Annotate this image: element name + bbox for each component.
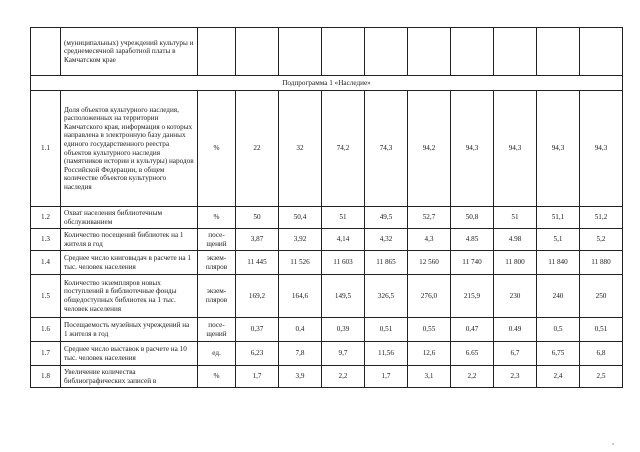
- row-value-cell: 3,92: [279, 229, 322, 251]
- row-value-cell: 50: [236, 207, 279, 229]
- row-value-cell: 3,87: [236, 229, 279, 251]
- table-row: [31, 229, 623, 251]
- row-unit-cell: %: [198, 91, 236, 207]
- row-name-cell: Доля объектов культурного наследия, расположенных на территории Камчатского края, информация о которых направлена в электронную базу данных единого государственного реестра объектов культурного наследия (памятников истории и культуры) народов Российской Федерации, в общем количестве объектов культурного наследия: [61, 91, 198, 207]
- row-name-cell: Увеличение количества библиографических записей в: [61, 366, 198, 388]
- row-value-cell: 1,7: [236, 366, 279, 388]
- table-row: [31, 251, 623, 275]
- row-value-cell: 0,47: [451, 318, 494, 342]
- row-name-cell: Среднее число книговыдач в расчете на 1 тыс. человек населения: [61, 251, 198, 275]
- row-value-cell: 6,7: [494, 342, 537, 366]
- row-value-cell: 0,37: [236, 318, 279, 342]
- row-value-cell: 215,9: [451, 275, 494, 318]
- row-value-cell: 11 800: [494, 251, 537, 275]
- row-value-cell: 11 526: [279, 251, 322, 275]
- row-value-cell: 7,8: [279, 342, 322, 366]
- row-unit-cell: экзем-пляров: [198, 275, 236, 318]
- row-value-cell: 94,3: [494, 91, 537, 207]
- row-value-cell: 6.65: [451, 342, 494, 366]
- scan-dot: [612, 443, 614, 445]
- table-row: [31, 318, 623, 342]
- row-value-cell: 0,55: [408, 318, 451, 342]
- empty-cell: [537, 28, 580, 76]
- empty-cell: [236, 28, 279, 76]
- row-value-cell: 2,5: [580, 366, 623, 388]
- row-value-cell: 11 880: [580, 251, 623, 275]
- row-value-cell: 94,3: [580, 91, 623, 207]
- row-value-cell: 4,14: [322, 229, 365, 251]
- row-value-cell: 11 603: [322, 251, 365, 275]
- row-value-cell: 51: [322, 207, 365, 229]
- row-value-cell: 240: [537, 275, 580, 318]
- empty-cell: [322, 28, 365, 76]
- row-value-cell: 6,8: [580, 342, 623, 366]
- empty-cell: [365, 28, 408, 76]
- row-value-cell: 50,4: [279, 207, 322, 229]
- row-name-cell: Посещаемость музейных учреждений на 1 жителя в год: [61, 318, 198, 342]
- row-value-cell: 169,2: [236, 275, 279, 318]
- row-unit-cell: ед.: [198, 342, 236, 366]
- row-value-cell: 0,5: [537, 318, 580, 342]
- indicators-table: [30, 27, 623, 388]
- row-index-cell: 1.6: [31, 318, 61, 342]
- row-name-cell: (муниципальных) учреждений культуры и среднемесячной заработной платы в Камчатском крае: [61, 28, 198, 76]
- empty-cell: [408, 28, 451, 76]
- row-value-cell: 51: [494, 207, 537, 229]
- row-value-cell: 12 560: [408, 251, 451, 275]
- row-value-cell: 149,5: [322, 275, 365, 318]
- row-value-cell: 9,7: [322, 342, 365, 366]
- row-value-cell: 3,1: [408, 366, 451, 388]
- row-name-cell: Среднее число выставок в расчете на 10 тыс. человек населения: [61, 342, 198, 366]
- row-index-cell: 1.8: [31, 366, 61, 388]
- row-index-cell: 1.1: [31, 91, 61, 207]
- row-value-cell: 4.98: [494, 229, 537, 251]
- row-value-cell: 5,2: [580, 229, 623, 251]
- row-value-cell: 3,9: [279, 366, 322, 388]
- table-row: [31, 207, 623, 229]
- row-value-cell: 0,39: [322, 318, 365, 342]
- row-value-cell: 11,56: [365, 342, 408, 366]
- row-value-cell: 326,5: [365, 275, 408, 318]
- row-index-cell: 1.3: [31, 229, 61, 251]
- row-value-cell: 2,4: [537, 366, 580, 388]
- row-unit-cell: экзем-пляров: [198, 251, 236, 275]
- row-value-cell: 32: [279, 91, 322, 207]
- empty-cell: [198, 28, 236, 76]
- row-index-cell: 1.4: [31, 251, 61, 275]
- row-value-cell: 51,1: [537, 207, 580, 229]
- row-value-cell: 11 840: [537, 251, 580, 275]
- row-value-cell: 22: [236, 91, 279, 207]
- row-value-cell: 51,2: [580, 207, 623, 229]
- row-value-cell: 49,5: [365, 207, 408, 229]
- table-row: [31, 91, 623, 207]
- row-value-cell: 250: [580, 275, 623, 318]
- row-value-cell: 4,32: [365, 229, 408, 251]
- row-value-cell: 2,2: [451, 366, 494, 388]
- row-value-cell: 0,4: [279, 318, 322, 342]
- empty-cell: [494, 28, 537, 76]
- row-value-cell: 230: [494, 275, 537, 318]
- row-unit-cell: %: [198, 207, 236, 229]
- row-unit-cell: посе-щений: [198, 318, 236, 342]
- row-unit-cell: посе-щений: [198, 229, 236, 251]
- section-title: Подпрограмма 1 «Наследие»: [31, 76, 623, 91]
- row-value-cell: 94,3: [537, 91, 580, 207]
- row-name-cell: Количество экземпляров новых поступлений в библиотечные фонды общедоступных библиотек на 1 тыс. человек населения: [61, 275, 198, 318]
- row-value-cell: 0,51: [580, 318, 623, 342]
- row-value-cell: 94,3: [451, 91, 494, 207]
- row-value-cell: 4.85: [451, 229, 494, 251]
- row-unit-cell: %: [198, 366, 236, 388]
- row-value-cell: 2,3: [494, 366, 537, 388]
- row-value-cell: 6,75: [537, 342, 580, 366]
- row-value-cell: 11 445: [236, 251, 279, 275]
- row-value-cell: 164,6: [279, 275, 322, 318]
- data-rows: [31, 91, 623, 388]
- row-value-cell: 12,6: [408, 342, 451, 366]
- row-value-cell: 4,3: [408, 229, 451, 251]
- empty-cell: [451, 28, 494, 76]
- row-index-cell: 1.5: [31, 275, 61, 318]
- row-value-cell: 74,2: [322, 91, 365, 207]
- row-value-cell: 94,2: [408, 91, 451, 207]
- row-value-cell: 11 740: [451, 251, 494, 275]
- table-row: [31, 366, 623, 388]
- table-row-continued: [31, 28, 623, 76]
- section-header-row: [31, 76, 623, 91]
- table-row: [31, 275, 623, 318]
- row-index-cell: 1.2: [31, 207, 61, 229]
- row-value-cell: 1,7: [365, 366, 408, 388]
- row-value-cell: 0.49: [494, 318, 537, 342]
- row-value-cell: 52,7: [408, 207, 451, 229]
- row-value-cell: 2,2: [322, 366, 365, 388]
- empty-cell: [279, 28, 322, 76]
- row-value-cell: 74,3: [365, 91, 408, 207]
- row-name-cell: Количество посещений библиотек на 1 жителя в год: [61, 229, 198, 251]
- row-value-cell: 6,23: [236, 342, 279, 366]
- row-value-cell: 276,0: [408, 275, 451, 318]
- row-value-cell: 50,8: [451, 207, 494, 229]
- row-value-cell: 11 865: [365, 251, 408, 275]
- empty-cell: [580, 28, 623, 76]
- row-index-cell: 1.7: [31, 342, 61, 366]
- row-name-cell: Охват населения библиотечным обслуживанием: [61, 207, 198, 229]
- row-index-cell: [31, 28, 61, 76]
- table-row: [31, 342, 623, 366]
- row-value-cell: 0,51: [365, 318, 408, 342]
- row-value-cell: 5,1: [537, 229, 580, 251]
